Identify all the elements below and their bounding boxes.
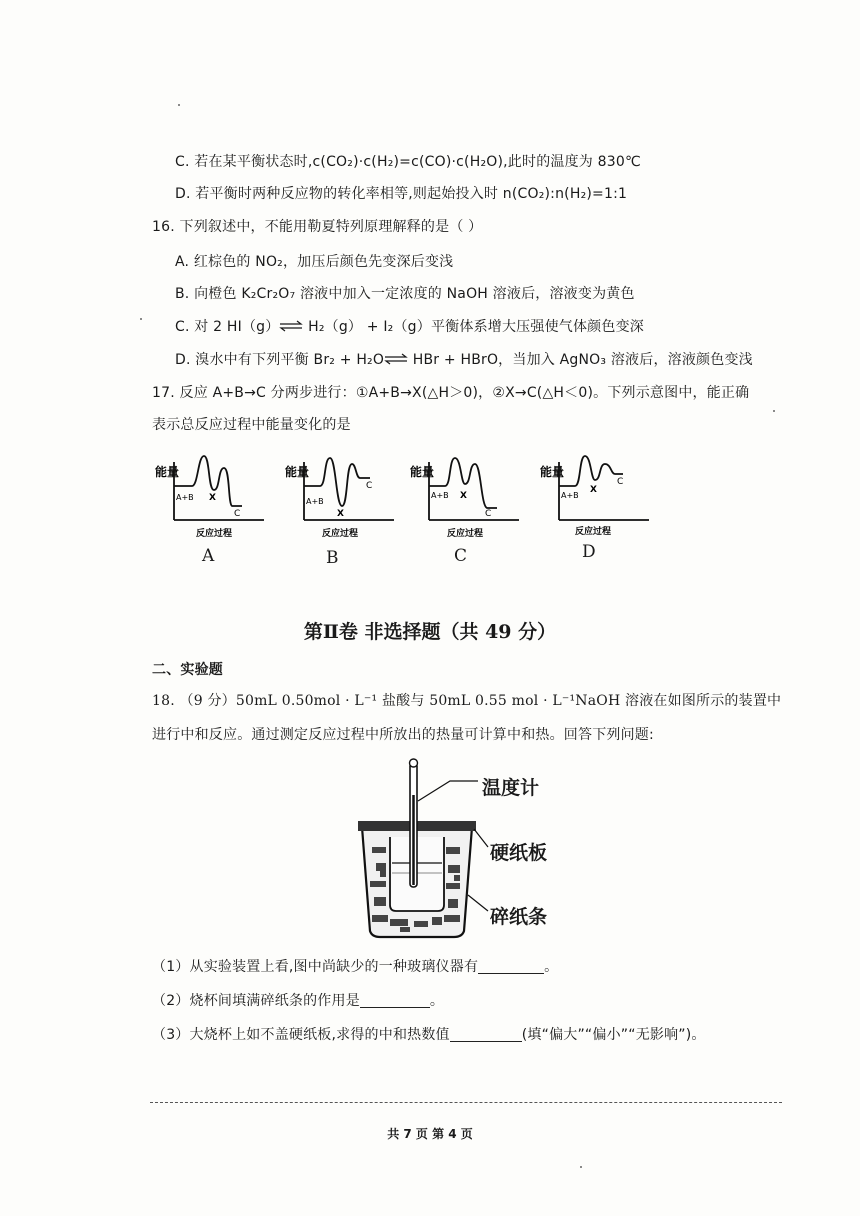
answer-blank[interactable] bbox=[478, 959, 544, 974]
q18-sub3-end: (填“偏大”“偏小”“无影响”)。 bbox=[521, 1027, 706, 1043]
q16-option-d bbox=[175, 349, 753, 369]
equilibrium-arrow-icon bbox=[279, 320, 303, 332]
ab-label: A+B bbox=[306, 497, 324, 506]
q16-option-c-pre: C. 对 2 HI（g） bbox=[175, 319, 280, 335]
x-label: X bbox=[337, 509, 344, 519]
leader-line bbox=[468, 895, 488, 911]
q17-stem-line2: 表示总反应过程中能量变化的是 bbox=[152, 417, 351, 433]
c-label: C bbox=[617, 477, 624, 487]
q15-option-d: D. 若平衡时两种反应物的转化率相等,则起始投入时 n(CO₂):n(H₂)=1:1 bbox=[175, 186, 628, 202]
x-label: X bbox=[590, 485, 597, 495]
q16-stem: 16. 下列叙述中，不能用勒夏特列原理解释的是（ ） bbox=[152, 219, 483, 235]
energy-axis-label: 能量 bbox=[285, 465, 310, 479]
strips-label: 碎纸条 bbox=[490, 906, 548, 928]
scan-speck bbox=[773, 410, 775, 412]
leader-line bbox=[474, 829, 488, 847]
c-label: C bbox=[366, 481, 373, 491]
q18-stem-line2: 进行中和反应。通过测定反应过程中所放出的热量可计算中和热。回答下列问题: bbox=[152, 727, 654, 743]
energy-curve bbox=[559, 456, 623, 486]
c-label: C bbox=[485, 509, 492, 519]
scan-speck bbox=[580, 1166, 582, 1168]
q16-option-c-post: H₂（g） + I₂（g）平衡体系增大压强使气体颜色变深 bbox=[303, 319, 644, 335]
diagram-b-caption: B bbox=[326, 548, 339, 568]
q18-sub3-text: （3）大烧杯上如不盖硬纸板,求得的中和热数值 bbox=[152, 1027, 450, 1043]
energy-axis-label: 能量 bbox=[540, 465, 565, 479]
energy-diagram-d bbox=[535, 450, 655, 545]
q16-option-c bbox=[175, 316, 644, 336]
scan-speck bbox=[140, 318, 142, 320]
answer-blank[interactable] bbox=[360, 993, 430, 1008]
q16-option-d-post: HBr + HBrO，当加入 AgNO₃ 溶液后，溶液颜色变浅 bbox=[408, 352, 753, 368]
q18-sub1 bbox=[152, 956, 558, 976]
ab-label: A+B bbox=[176, 493, 194, 502]
reaction-axis-label: 反应过程 bbox=[575, 527, 612, 537]
ab-label: A+B bbox=[561, 491, 579, 500]
section-heading: 二、实验题 bbox=[152, 662, 223, 678]
q15-option-c: C. 若在某平衡状态时,c(CO₂)·c(H₂)=c(CO)·c(H₂O),此时的温度为 830℃ bbox=[175, 154, 641, 170]
diagram-c-caption: C bbox=[454, 546, 468, 566]
energy-diagram-b bbox=[280, 450, 400, 545]
c-label: C bbox=[234, 509, 241, 519]
thermometer-label: 温度计 bbox=[482, 777, 540, 799]
answer-blank[interactable] bbox=[450, 1027, 522, 1042]
q18-sub2 bbox=[152, 990, 444, 1010]
board-label: 硬纸板 bbox=[490, 842, 548, 864]
reaction-axis-label: 反应过程 bbox=[196, 529, 233, 539]
q18-sub1-text: （1）从实验装置上看,图中尚缺少的一种玻璃仪器有 bbox=[152, 959, 479, 975]
q16-option-b: B. 向橙色 K₂Cr₂O₇ 溶液中加入一定浓度的 NaOH 溶液后，溶液变为黄色 bbox=[175, 286, 635, 302]
q18-sub2-text: （2）烧杯间填满碎纸条的作用是 bbox=[152, 993, 360, 1009]
diagram-a-caption: A bbox=[202, 546, 215, 566]
equilibrium-arrow-icon bbox=[384, 353, 408, 365]
q17-stem-line1: 17. 反应 A+B→C 分两步进行：①A+B→X(△H＞0)，②X→C(△H＜0)。下列示意图中，能正确 bbox=[152, 385, 750, 401]
x-label: X bbox=[209, 493, 216, 503]
footer-divider bbox=[150, 1102, 782, 1103]
section-title: 第Ⅱ卷 非选择题（共 49 分） bbox=[303, 621, 557, 643]
energy-diagram-c bbox=[405, 450, 525, 545]
q18-sub1-end: 。 bbox=[544, 959, 559, 975]
x-label: X bbox=[460, 491, 467, 501]
energy-axis-label: 能量 bbox=[410, 465, 435, 479]
q16-option-d-pre: D. 溴水中有下列平衡 Br₂ + H₂O bbox=[175, 352, 385, 368]
reaction-axis-label: 反应过程 bbox=[322, 529, 359, 539]
energy-axis-label: 能量 bbox=[155, 465, 180, 479]
q16-option-a: A. 红棕色的 NO₂，加压后颜色先变深后变浅 bbox=[175, 254, 454, 270]
energy-diagram-a bbox=[150, 450, 270, 545]
thermometer-top bbox=[410, 759, 418, 767]
q18-stem-line1: 18. （9 分）50mL 0.50mol · L⁻¹ 盐酸与 50mL 0.55 mol · L⁻¹NaOH 溶液在如图所示的装置中 bbox=[152, 693, 782, 709]
ab-label: A+B bbox=[431, 491, 449, 500]
page-number: 共 7 页 第 4 页 bbox=[387, 1127, 473, 1141]
leader-line bbox=[418, 781, 478, 801]
scan-speck bbox=[178, 104, 180, 106]
q18-sub2-end: 。 bbox=[429, 993, 445, 1009]
q18-sub3 bbox=[152, 1024, 706, 1044]
reaction-axis-label: 反应过程 bbox=[447, 529, 484, 539]
diagram-d-caption: D bbox=[582, 542, 596, 562]
